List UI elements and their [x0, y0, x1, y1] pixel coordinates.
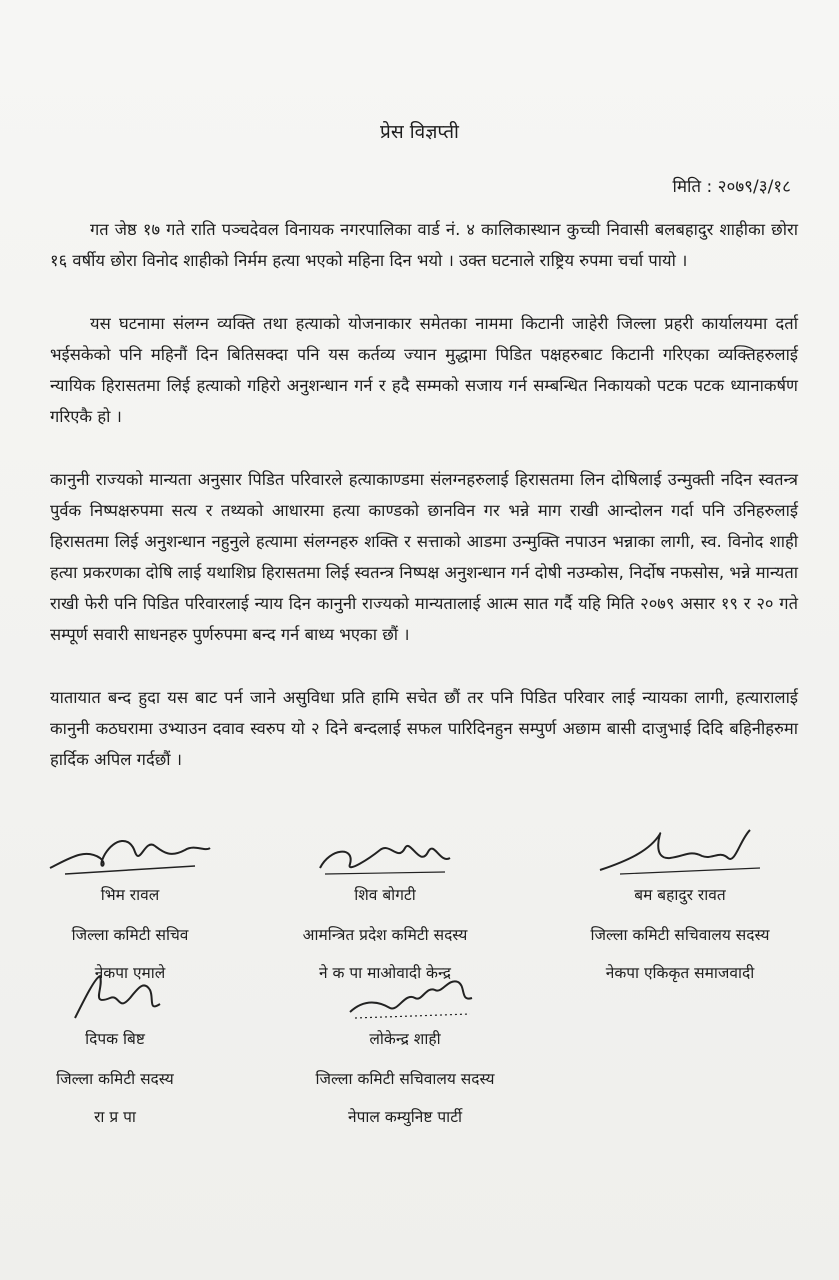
signatory-name: शिव बोगटी	[354, 886, 416, 904]
signatory-name: भिम रावल	[100, 886, 160, 904]
handwritten-signature-2	[310, 828, 460, 880]
signatory-party: नेकपा एकिकृत समाजवादी	[605, 964, 755, 982]
signatory-party: ने क पा माओवादी केन्द्र	[319, 964, 451, 982]
signatory-3	[555, 820, 805, 1000]
signatory-5	[285, 968, 525, 1144]
signatory-party: रा प्र पा	[94, 1108, 136, 1126]
signatory-position: जिल्ला कमिटी सदस्य	[56, 1070, 174, 1088]
paragraph-3: कानुनी राज्यको मान्यता अनुसार पिडित परिवारले हत्याकाण्डमा संलग्नहरुलाई हिरासतमा लिन दोषिलाई उन्मुक्ती नदिन स्वतन्त्र पुर्वक निष्पक्षरुपमा सत्य र तथ्यको आधारमा हत्या काण्डको छानविन गर भन्ने माग राखी आन्दोलन गर्दा पनि उनिहरुलाई हिरासतमा लिई अनुशन्धान नहुनुले हत्यामा संलग्नहरु शक्ति र सत्ताको आडमा उन्मुक्ति नपाउन भन्नाका लागी, स्व. विनोद शाही हत्या प्रकरणका दोषि लाई यथाशिघ्र हिरासतमा लिई स्वतन्त्र निष्पक्ष अनुशन्धान गर्न दोषी नउम्कोस, निर्दोष नफसोस, भन्ने मान्यता राखी फेरी पनि पिडित परिवारलाई न्याय दिन कानुनी राज्यको मान्यतालाई आत्म सात गर्दै यहि मिति २०७९ असार १९ र २० गते सम्पूर्ण सवारी साधनहरु पुर्णरुपमा बन्द गर्न बाध्य भएका छौं ।	[50, 470, 798, 644]
signatory-party: नेकपा एमाले	[94, 964, 166, 982]
signatory-name: दिपक बिष्ट	[85, 1030, 145, 1048]
document-body	[50, 214, 798, 807]
paragraph-4: यातायात बन्द हुदा यस बाट पर्न जाने असुविधा प्रति हामि सचेत छौं तर पनि पिडित परिवार लाई न्यायका लागी, हत्यारालाई कानुनी कठघरामा उभ्याउन दवाव स्वरुप यो २ दिने बन्दलाई सफल पारिदिनहुन सम्पुर्ण अछाम बासी दाजुभाई दिदि बहिनीहरुमा हार्दिक अपिल गर्दछौं ।	[50, 688, 798, 769]
handwritten-signature-4	[60, 968, 170, 1024]
signatory-position: जिल्ला कमिटी सचिव	[71, 926, 189, 944]
paragraph-1: गत जेष्ठ १७ गते राति पञ्चदेवल विनायक नगरपालिका वार्ड नं. ४ कालिकास्थान कुच्ची निवासी बलबहादुर शाहीका छोरा १६ वर्षीय छोरा विनोद शाहीको निर्मम हत्या भएको महिना दिन भयो । उक्त घटनाले राष्ट्रिय रुपमा चर्चा पायो ।	[50, 220, 798, 270]
signatory-position: आमन्त्रित प्रदेश कमिटी सदस्य	[302, 926, 468, 944]
signatory-position: जिल्ला कमिटी सचिवालय सदस्य	[590, 926, 770, 944]
signatory-party: नेपाल कम्युनिष्ट पार्टी	[347, 1108, 463, 1126]
signatory-name: लोकेन्द्र शाही	[369, 1030, 441, 1048]
signatory-name: बम बहादुर रावत	[634, 886, 726, 904]
document-title: प्रेस विज्ञप्ती	[380, 121, 459, 143]
signatory-4	[20, 968, 210, 1144]
handwritten-signature-5	[330, 968, 480, 1024]
document-date: मिति : २०७९/३/१८	[672, 177, 791, 197]
paragraph-2: यस घटनामा संलग्न व्यक्ति तथा हत्याको योजनाकार समेतका नाममा किटानी जाहेरी जिल्ला प्रहरी कार्यालयमा दर्ता भईसकेको पनि महिनौं दिन बितिसक्दा पनि यस कर्तव्य ज्यान मुद्धामा पिडित पक्षहरुबाट किटानी गरिएका व्यक्तिहरुलाई न्यायिक हिरासतमा लिई हत्याको गहिरो अनुशन्धान गर्न र हदै सम्मको सजाय गर्न सम्बन्धित निकायको पटक पटक ध्यानाकर्षण गरिएकै हो ।	[50, 314, 798, 426]
signatory-position: जिल्ला कमिटी सचिवालय सदस्य	[315, 1070, 495, 1088]
handwritten-signature-3	[590, 820, 770, 880]
handwritten-signature-1	[45, 828, 215, 880]
